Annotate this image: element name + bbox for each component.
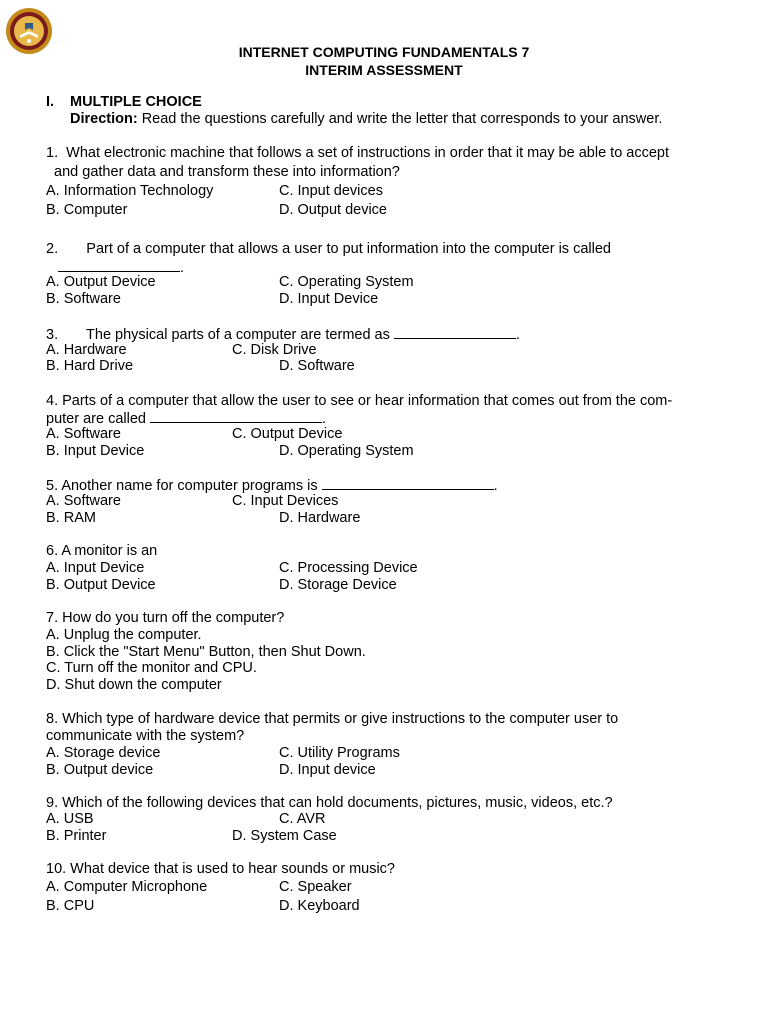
option-a: A. Unplug the computer.	[46, 627, 202, 643]
question-text: 5. Another name for computer programs is	[46, 478, 322, 494]
question-3	[46, 325, 726, 344]
option-b: B. Hard Drive	[46, 358, 134, 374]
question-text: .	[515, 327, 520, 343]
option-c: C. Input Devices	[232, 493, 339, 509]
option-b: B. CPU	[46, 898, 95, 914]
option-d: D. Keyboard	[279, 898, 360, 914]
option-d: D. Operating System	[279, 443, 414, 459]
question-7	[46, 610, 726, 627]
question-8	[46, 711, 726, 728]
question-text: puter are called	[46, 411, 150, 427]
option-a: A. Information Technology	[46, 183, 214, 199]
question-2	[46, 241, 726, 258]
option-a: A. USB	[46, 811, 94, 827]
option-d: D. Input Device	[279, 291, 379, 307]
direction-label: Direction:	[70, 111, 138, 127]
option-a: A. Input Device	[46, 560, 145, 576]
option-d: D. Storage Device	[279, 577, 397, 593]
option-b: B. Input Device	[46, 443, 145, 459]
option-d: D. Hardware	[279, 510, 361, 526]
option-a: A. Software	[46, 493, 121, 509]
document-subtitle: INTERIM ASSESSMENT	[305, 62, 463, 78]
question-1	[46, 145, 726, 162]
option-b: B. RAM	[46, 510, 96, 526]
question-text: 7. How do you turn off the computer?	[46, 610, 285, 626]
option-a: A. Computer Microphone	[46, 879, 208, 895]
option-c: C. Turn off the monitor and CPU.	[46, 660, 257, 676]
question-text: 6. A monitor is an	[46, 543, 158, 559]
question-1-continued	[46, 164, 726, 181]
option-d: D. Output device	[279, 202, 387, 218]
section-title: MULTIPLE CHOICE	[70, 94, 202, 110]
option-a: A. Storage device	[46, 745, 161, 761]
question-4	[46, 393, 726, 410]
question-4-continued	[46, 409, 726, 428]
question-text: communicate with the system?	[46, 728, 245, 744]
question-text: .	[180, 260, 185, 276]
question-10	[46, 861, 726, 878]
option-a: A. Software	[46, 426, 121, 442]
option-b: B. Output Device	[46, 577, 156, 593]
direction-body: Read the questions carefully and write the letter that corresponds to your answer.	[137, 111, 663, 127]
answer-blank[interactable]	[394, 325, 516, 339]
option-c: C. Output Device	[232, 426, 343, 442]
option-c: C. Speaker	[279, 879, 352, 895]
option-c: C. AVR	[279, 811, 326, 827]
question-text: and gather data and transform these into information?	[46, 164, 400, 180]
answer-blank[interactable]	[150, 409, 322, 423]
question-text: 2. Part of a computer that allows a user to put information into the computer is called	[46, 241, 611, 257]
document-title: INTERNET COMPUTING FUNDAMENTALS 7	[238, 44, 530, 60]
question-text: 9. Which of the following devices that can hold documents, pictures, music, videos, etc.?	[46, 795, 613, 811]
question-text: 8. Which type of hardware device that permits or give instructions to the computer user to	[46, 711, 619, 727]
question-text: .	[493, 478, 498, 494]
answer-blank[interactable]	[322, 476, 494, 490]
option-b: B. Software	[46, 291, 121, 307]
option-b: B. Printer	[46, 828, 107, 844]
option-c: C. Processing Device	[279, 560, 418, 576]
option-d: D. System Case	[232, 828, 337, 844]
option-c: C. Operating System	[279, 274, 414, 290]
option-a: A. Hardware	[46, 342, 127, 358]
question-8-continued	[46, 728, 726, 745]
question-6	[46, 543, 726, 560]
question-text: 4. Parts of a computer that allow the user to see or hear information that comes out from the com-	[46, 393, 673, 409]
question-text: .	[321, 411, 327, 427]
question-text: 1. What electronic machine that follows a set of instructions in order that it may be able to accept	[46, 145, 670, 161]
question-text: 3. The physical parts of a computer are termed as	[46, 327, 394, 343]
option-c: C. Utility Programs	[279, 745, 400, 761]
option-b: B. Click the "Start Menu" Button, then Shut Down.	[46, 644, 366, 660]
question-9	[46, 795, 726, 812]
option-c: C. Input devices	[279, 183, 383, 199]
option-c: C. Disk Drive	[232, 342, 317, 358]
option-d: D. Shut down the computer	[46, 677, 222, 693]
option-a: A. Output Device	[46, 274, 156, 290]
section-heading	[46, 94, 202, 111]
question-text: 10. What device that is used to hear sounds or music?	[46, 861, 395, 877]
option-d: D. Input device	[279, 762, 376, 778]
option-b: B. Output device	[46, 762, 154, 778]
answer-blank[interactable]	[58, 258, 180, 272]
direction-text	[70, 111, 662, 128]
question-5	[46, 476, 726, 495]
option-d: D. Software	[279, 358, 355, 374]
section-number: I.	[46, 94, 55, 110]
option-b: B. Computer	[46, 202, 128, 218]
